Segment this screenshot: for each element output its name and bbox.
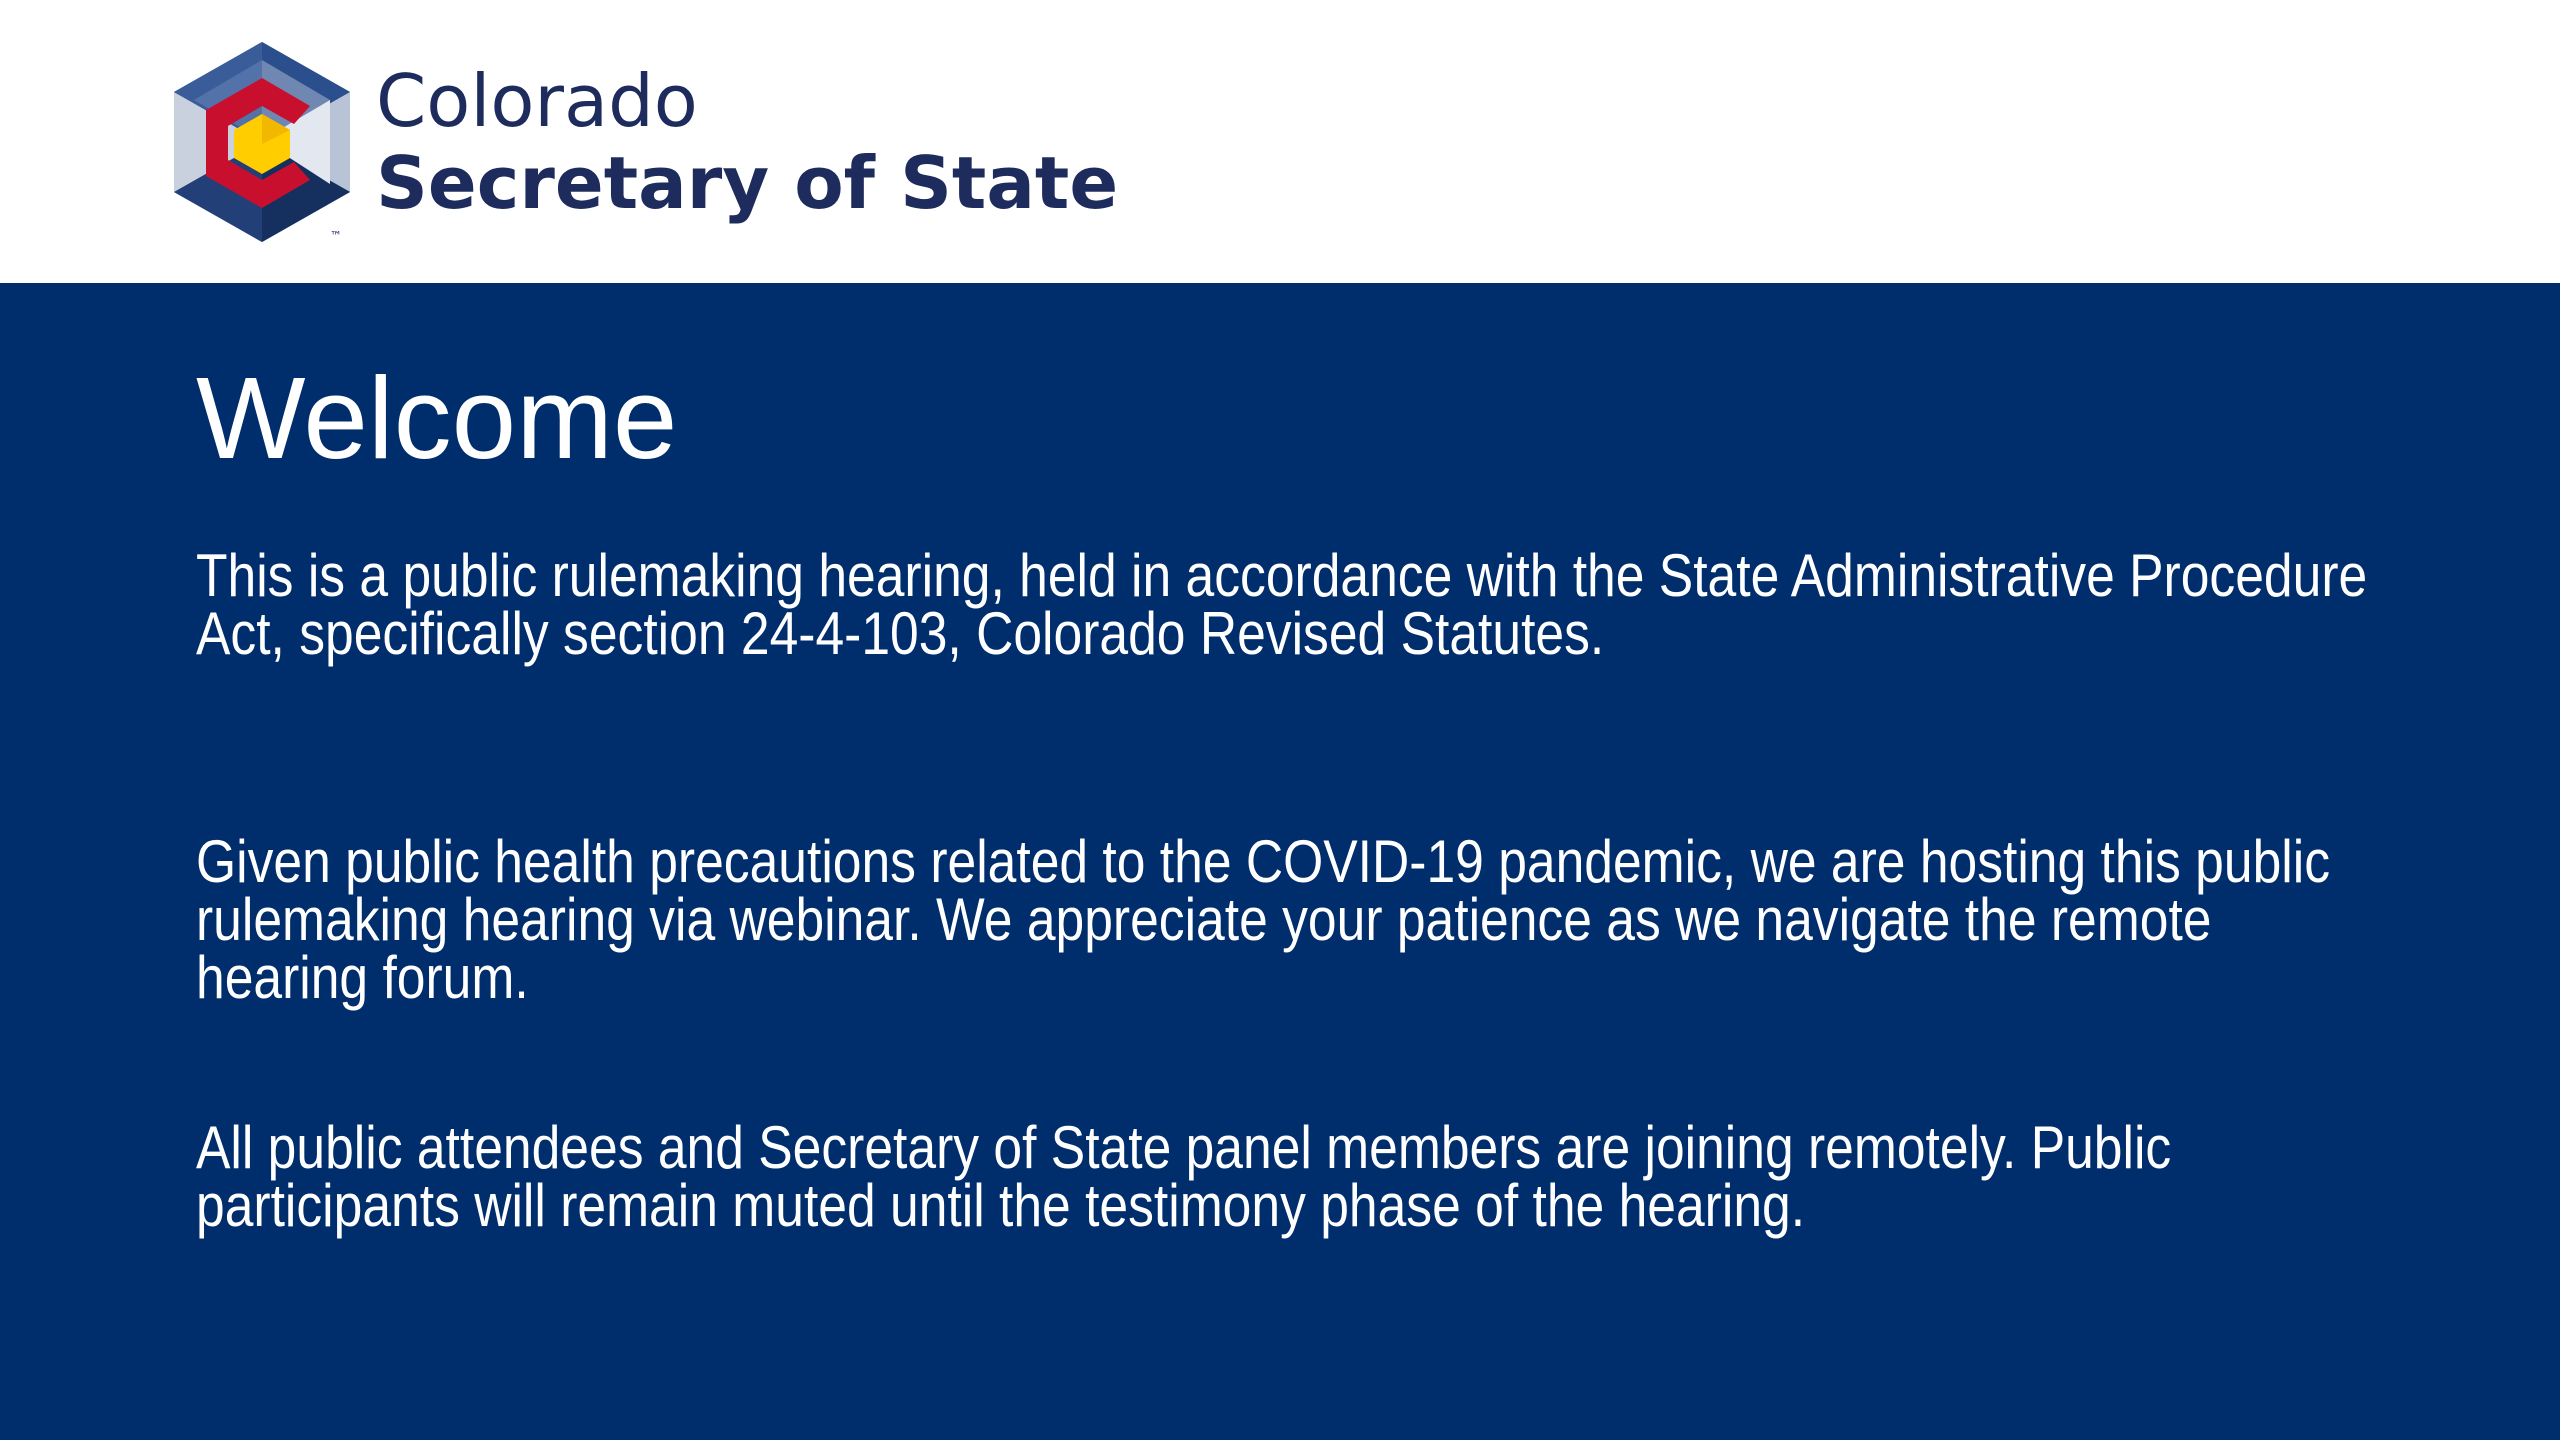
trademark-symbol: ™ xyxy=(330,229,342,243)
header-bar xyxy=(0,0,2560,283)
paragraph-remote-attendance: All public attendees and Secretary of State panel members are joining remotely. Public participants will remain muted until the testimony phase of the hearing. xyxy=(196,1114,2172,1239)
slide-title: Welcome xyxy=(196,353,678,483)
paragraph-covid-webinar: Given public health precautions related to the COVID-19 pandemic, we are hosting this public rulemaking hearing via webinar. We appreciate your patience as we navigate the remote hearing forum. xyxy=(196,828,2330,1011)
slide-content xyxy=(0,283,2560,1440)
colorado-hexagon-logo-icon xyxy=(170,40,354,244)
paragraph-hearing-authority: This is a public rulemaking hearing, held in accordance with the State Administrative Procedure Act, specifically section 24-4-103, Colorado Revised Statutes. xyxy=(196,542,2368,667)
logo-text-colorado: Colorado xyxy=(376,59,698,143)
logo-text-secretary-of-state: Secretary of State xyxy=(376,141,1119,225)
logo-wordmark xyxy=(376,60,1118,224)
